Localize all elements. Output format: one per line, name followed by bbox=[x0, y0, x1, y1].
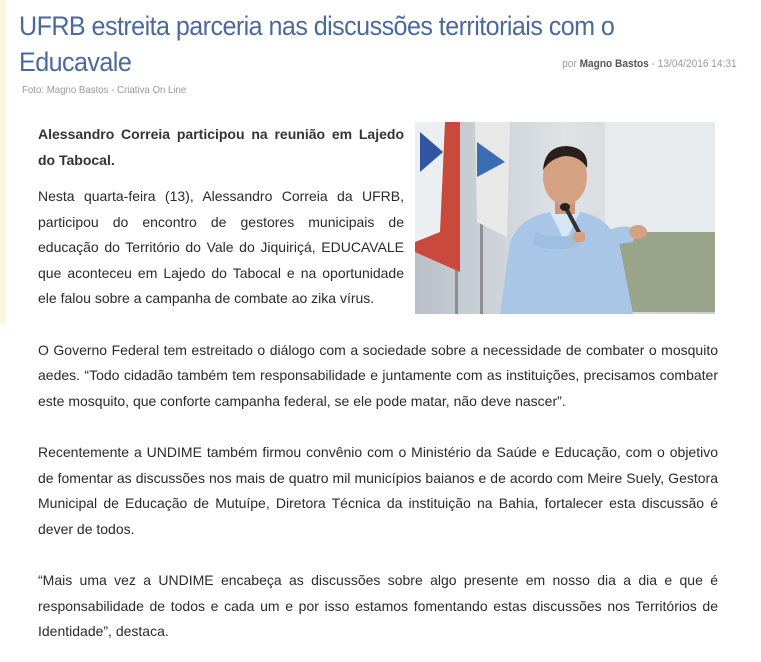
left-accent-bar bbox=[0, 0, 6, 325]
article-paragraph: “Mais uma vez a UNDIME encabeça as discussões sobre algo presente em nosso dia a dia e que é responsabilidade de todos e cada um e por isso estamos fomentando estas discussões nos Territórios de Identidade”, destaca. bbox=[38, 572, 718, 639]
article-title: UFRB estreita parceria nas discussões territoriais com o Educavale bbox=[19, 11, 615, 77]
article-paragraph: O Governo Federal tem estreitado o diálogo com a sociedade sobre a necessidade de combater o mosquito aedes. “Todo cidadão também tem responsabilidade e juntamente com as instituições, precisamos combater este mosquito, que conforte campanha federal, se ele pode matar, não deve nascer”. bbox=[38, 341, 718, 409]
byline bbox=[563, 58, 737, 70]
publish-datetime: 13/04/2016 14:31 bbox=[658, 58, 737, 70]
author-link[interactable]: Magno Bastos bbox=[580, 58, 650, 70]
byline-separator: - bbox=[652, 58, 656, 70]
article-lead: Alessandro Correia participou na reunião em Lajedo do Tabocal. bbox=[38, 126, 404, 168]
article-body bbox=[38, 122, 718, 645]
byline-prefix: por bbox=[562, 58, 578, 70]
photo-credit: Foto: Magno Bastos - Criativa On Line bbox=[22, 84, 187, 96]
article-paragraph: Recentemente a UNDIME também firmou convênio com o Ministério da Saúde e Educação, com o objetivo de fomentar as discussões nos mais de quatro mil municípios baianos e de acordo com Meire Suely, Gestora Municipal de Educação de Mutuípe, Diretora Técnica da instituição na Bahia, fortalecer esta discussão é dever de todos. bbox=[38, 444, 718, 537]
article-paragraph: Nesta quarta-feira (13), Alessandro Correia da UFRB, participou do encontro de gestores municipais de educação do Território do Vale do Jiquiriçá, EDUCAVALE que aconteceu em Lajedo do Tabocal e na oportunidade ele falou sobre a campanha de combate ao zika vírus. bbox=[38, 188, 404, 306]
